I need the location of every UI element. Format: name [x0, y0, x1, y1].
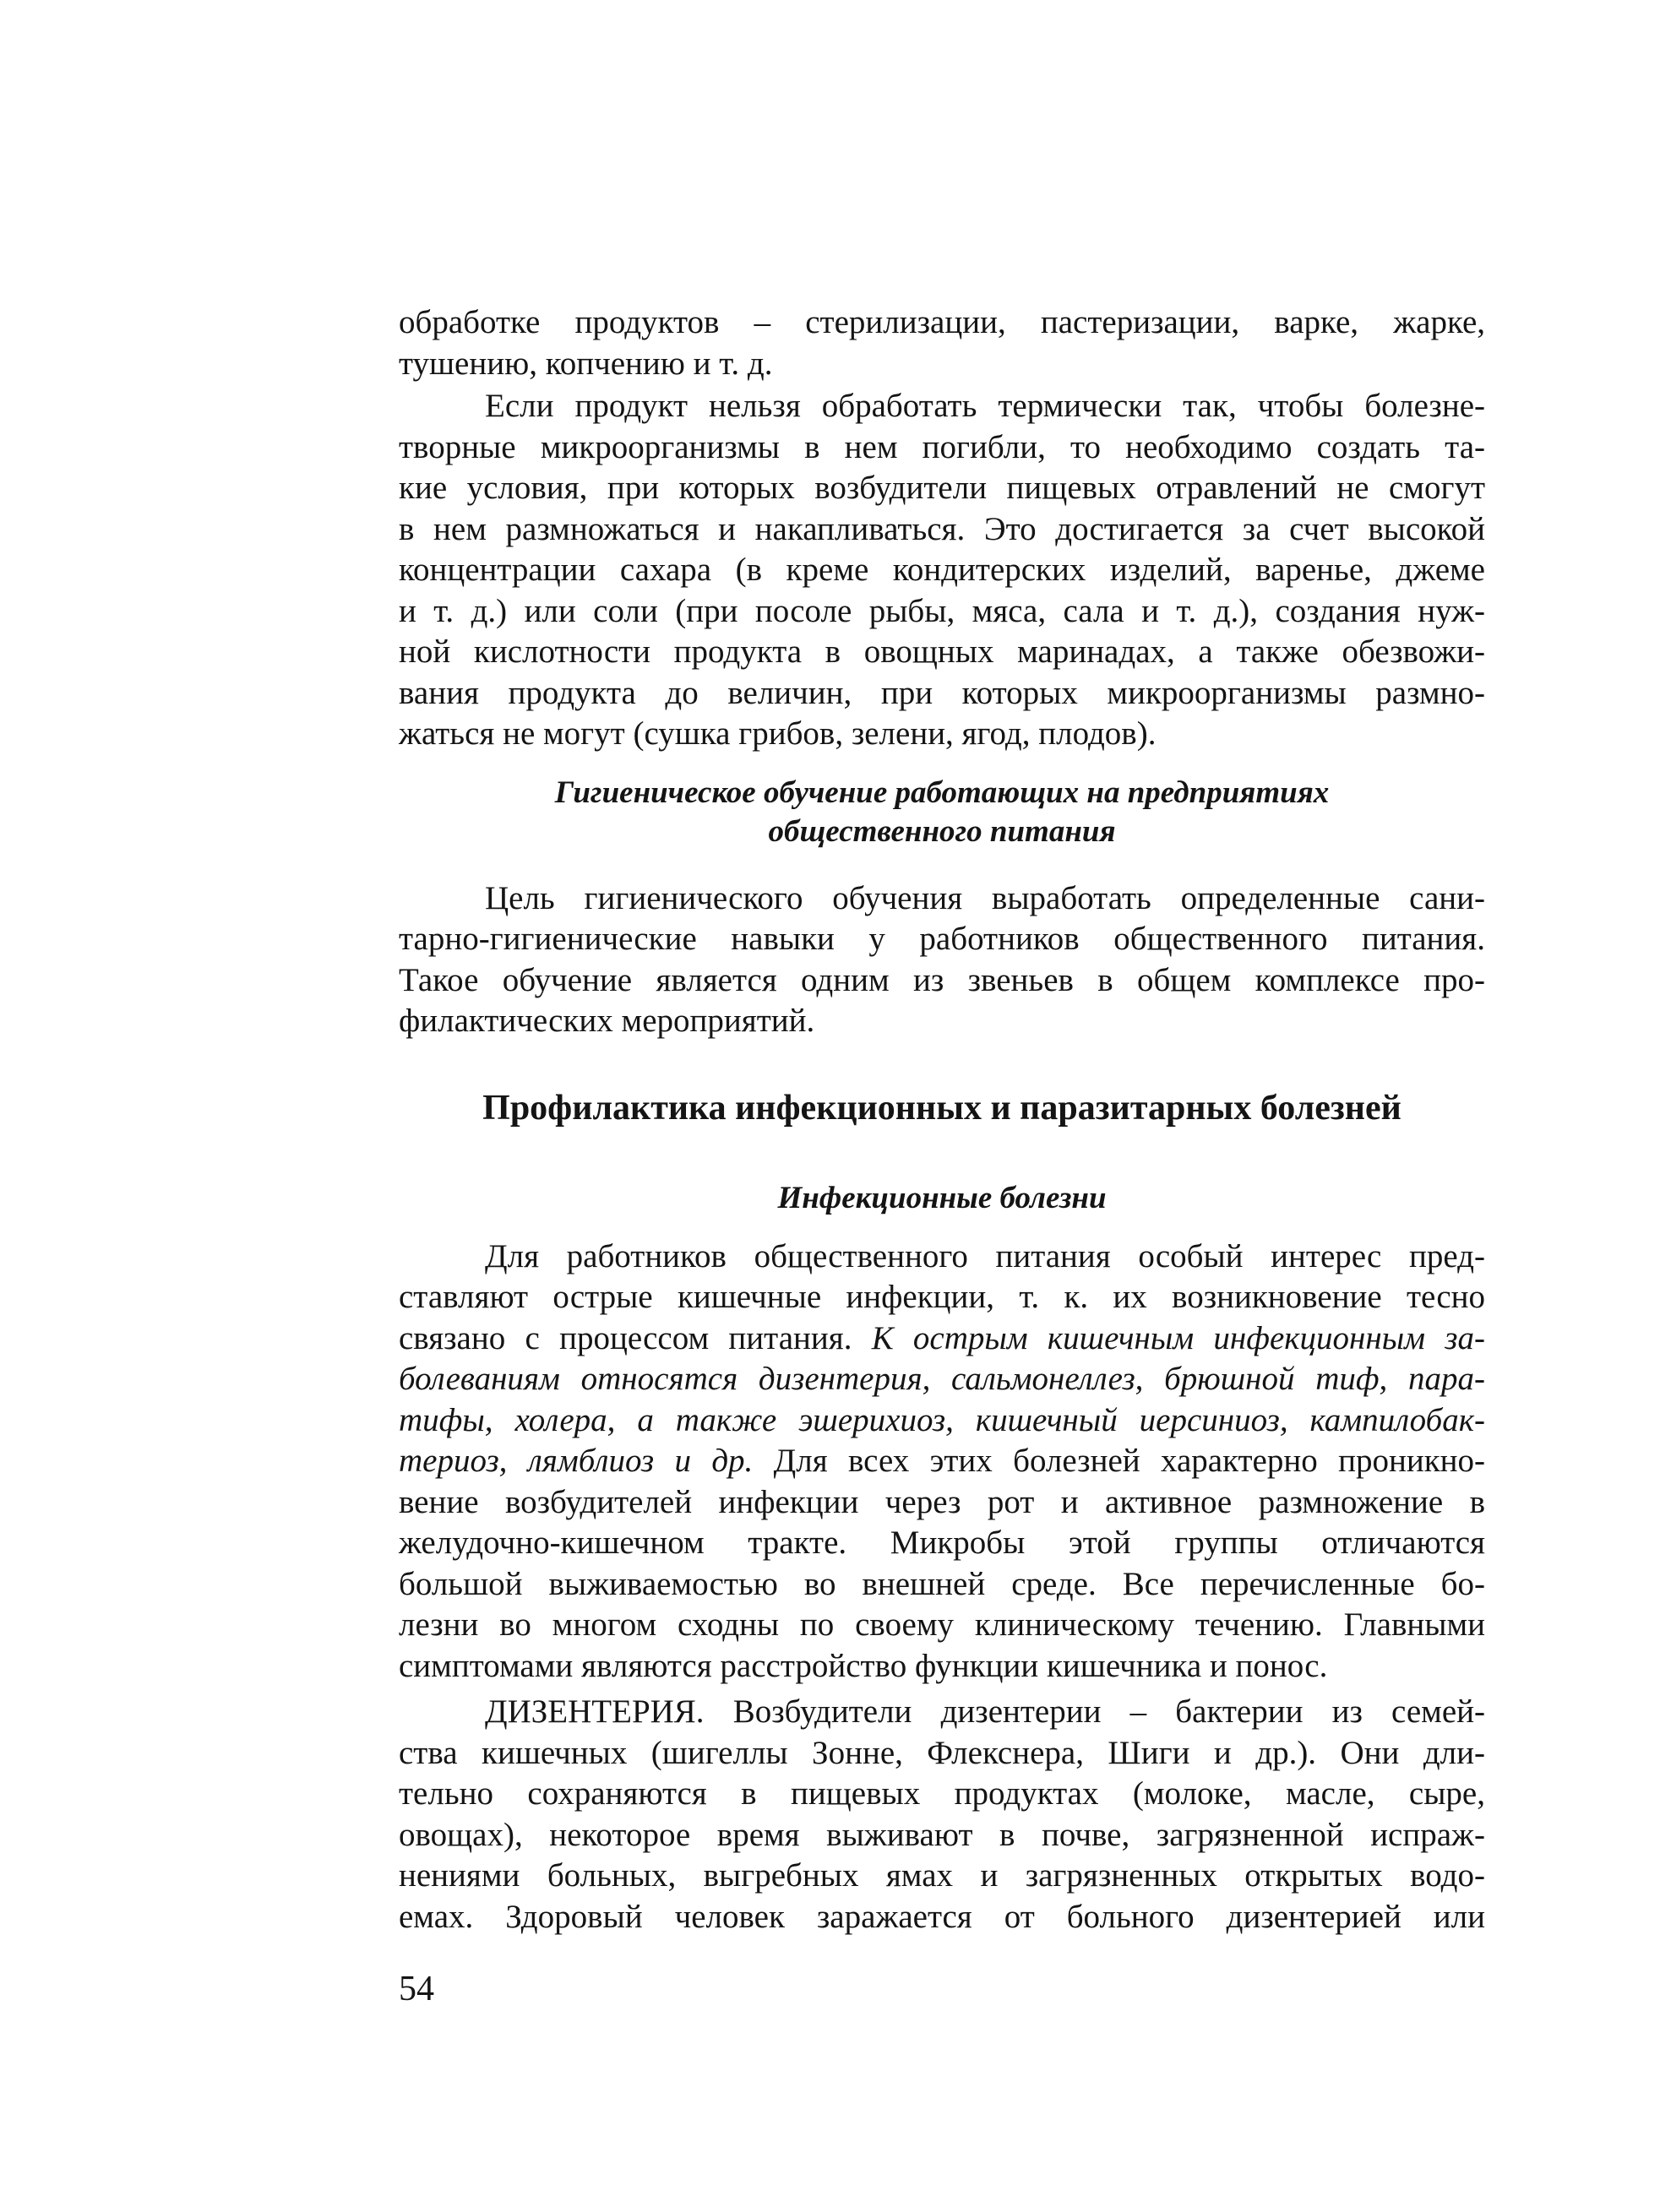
- text-line: в нем размножаться и накапливаться. Это достигается за счет высокой: [399, 510, 1485, 547]
- italic-span: териоз, лямблиоз и др.: [399, 1443, 754, 1479]
- text-line: кие условия, при которых возбудители пищевых отравлений не смогут: [399, 470, 1485, 506]
- text-line: овощах), некоторое время выживают в почве, загрязненной испраж-: [399, 1816, 1485, 1853]
- text-line: вания продукта до величин, при которых микроорганизмы размно-: [399, 674, 1485, 711]
- text-line: [399, 1441, 1485, 1482]
- text-line: и т. д.) или соли (при посоле рыбы, мяса, сала и т. д.), создания нуж-: [399, 592, 1485, 629]
- subheading-line: общественного питания: [768, 813, 1116, 849]
- text-line: обработке продуктов – стерилизации, пастеризации, варке, жарке,: [399, 304, 1485, 340]
- paragraph-intestinal-infections: [399, 1236, 1485, 1688]
- paragraph-preservation-conditions: [399, 386, 1485, 755]
- text-line: тарно-гигиенические навыки у работников общественного питания.: [399, 921, 1485, 957]
- subheading-infectious-diseases: Инфекционные болезни: [777, 1180, 1107, 1215]
- section-title: Профилактика инфекционных и паразитарных болезней: [482, 1088, 1401, 1128]
- italic-text-line: болеваниям относятся дизентерия, сальмонеллез, брюшной тиф, пара-: [399, 1361, 1485, 1397]
- page-number: 54: [399, 1970, 434, 2008]
- text-line: Для работников общественного питания особый интерес пред-: [485, 1237, 1485, 1274]
- text-line: ставляют острые кишечные инфекции, т. к. их возникновение тесно: [399, 1279, 1485, 1315]
- text-line: ства кишечных (шигеллы Зонне, Флекснера, Шиги и др.). Они дли-: [399, 1734, 1485, 1771]
- text-line: вение возбудителей инфекции через рот и активное размножение в: [399, 1483, 1485, 1520]
- text-line: лезни во многом сходны по своему клиническому течению. Главными: [399, 1606, 1485, 1643]
- text-line: ДИЗЕНТЕРИЯ. Возбудители дизентерии – бактерии из семей-: [485, 1693, 1485, 1730]
- text-line: нениями больных, выгребных ямах и загрязненных открытых водо-: [399, 1857, 1485, 1894]
- text-line: большой выживаемостью во внешней среде. Все перечисленные бо-: [399, 1565, 1485, 1602]
- text-line: жаться не могут (сушка грибов, зелени, ягод, плодов).: [399, 715, 1157, 752]
- text-line: [399, 1318, 1485, 1360]
- text-line: Цель гигиенического обучения выработать определенные сани-: [485, 879, 1485, 916]
- text-line: творные микроорганизмы в нем погибли, то необходимо создать та-: [399, 428, 1485, 465]
- text-span: связано с процессом питания.: [399, 1319, 872, 1356]
- text-line: Если продукт нельзя обработать термически так, чтобы болезне-: [485, 388, 1485, 424]
- text-line: ной кислотности продукта в овощных маринадах, а также обезвожи-: [399, 633, 1485, 670]
- paragraph-thermal-processing: [399, 302, 1485, 384]
- text-line: емах. Здоровый человек заражается от больного дизентерией или: [399, 1898, 1485, 1935]
- text-line: тушению, копчению и т. д.: [399, 345, 773, 382]
- subheading-hygiene-training: [399, 774, 1485, 851]
- text-line: Такое обучение является одним из звеньев в общем комплексе про-: [399, 961, 1485, 998]
- text-line: симптомами являются расстройство функции кишечника и понос.: [399, 1647, 1328, 1684]
- text-line: желудочно-кишечном тракте. Микробы этой группы отличаются: [399, 1524, 1485, 1561]
- page-body: [399, 302, 1485, 1938]
- italic-span: К острым кишечным инфекционным за-: [871, 1319, 1485, 1356]
- text-line: тельно сохраняются в пищевых продуктах (молоке, масле, сыре,: [399, 1775, 1485, 1812]
- text-span: Для всех этих болезней характерно проникно-: [753, 1443, 1485, 1479]
- paragraph-training-goal: [399, 878, 1485, 1042]
- text-line: концентрации сахара (в креме кондитерских изделий, варенье, джеме: [399, 552, 1485, 588]
- subheading-line: Гигиеническое обучение работающих на предприятиях: [554, 774, 1330, 810]
- text-line: филактических мероприятий.: [399, 1003, 815, 1039]
- paragraph-dysentery: [399, 1692, 1485, 1938]
- italic-text-line: тифы, холера, а также эшерихиоз, кишечный иерсиниоз, кампилобак-: [399, 1401, 1485, 1438]
